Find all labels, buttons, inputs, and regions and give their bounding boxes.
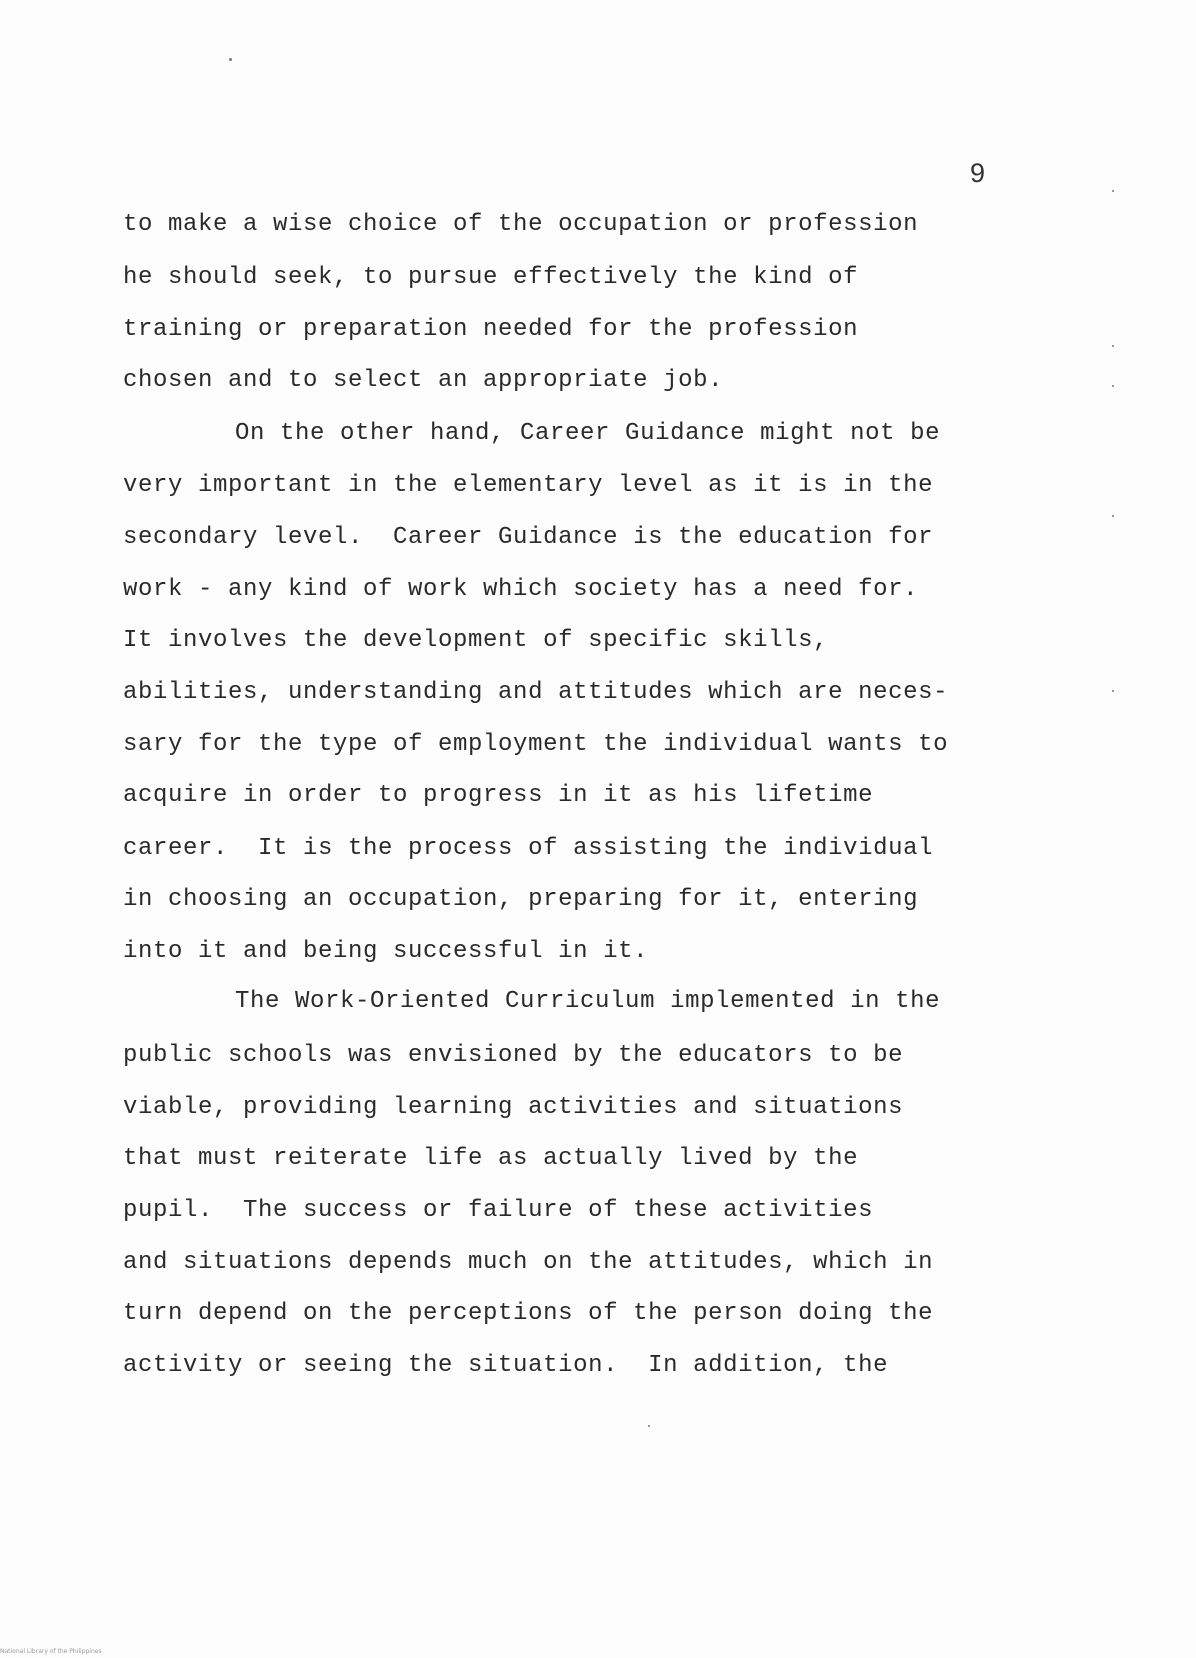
text-line: viable, providing learning activities and situations <box>123 1094 904 1121</box>
text-line: to make a wise choice of the occupation or profession <box>123 211 919 238</box>
text-line: he should seek, to pursue effectively the kind of <box>123 264 859 291</box>
text-line: and situations depends much on the attitudes, which in <box>123 1249 934 1276</box>
text-line: activity or seeing the situation. In addition, the <box>123 1352 889 1379</box>
text-line: pupil. The success or failure of these activities <box>123 1197 874 1224</box>
text-line: The Work-Oriented Curriculum implemented in the <box>235 988 941 1015</box>
text-line: career. It is the process of assisting the individual <box>123 835 934 862</box>
text-line: acquire in order to progress in it as his lifetime <box>123 782 874 809</box>
text-line: turn depend on the perceptions of the person doing the <box>123 1300 934 1327</box>
text-line: sary for the type of employment the individual wants to <box>123 731 949 758</box>
scan-speck <box>229 58 232 61</box>
text-line: secondary level. Career Guidance is the education for <box>123 524 934 551</box>
text-line: chosen and to select an appropriate job. <box>123 367 724 394</box>
scan-speck <box>1112 190 1114 192</box>
scan-speck <box>1112 385 1114 387</box>
text-line: On the other hand, Career Guidance might not be <box>235 420 941 447</box>
scan-footer-note: National Library of the Philippines <box>0 1648 102 1655</box>
page-number: 9 <box>970 158 986 188</box>
text-line: very important in the elementary level as it is in the <box>123 472 934 499</box>
text-line: abilities, understanding and attitudes which are neces- <box>123 679 949 706</box>
scan-speck <box>1112 345 1114 347</box>
text-line: work - any kind of work which society has a need for. <box>123 576 919 603</box>
scan-speck <box>1112 690 1114 692</box>
text-line: into it and being successful in it. <box>123 938 649 965</box>
text-line: in choosing an occupation, preparing for it, entering <box>123 886 919 913</box>
text-line: that must reiterate life as actually lived by the <box>123 1145 859 1172</box>
text-line: It involves the development of specific skills, <box>123 627 829 654</box>
scan-speck <box>648 1425 650 1427</box>
text-line: training or preparation needed for the profession <box>123 316 859 343</box>
scan-speck <box>1112 515 1114 517</box>
text-line: public schools was envisioned by the educators to be <box>123 1042 904 1069</box>
